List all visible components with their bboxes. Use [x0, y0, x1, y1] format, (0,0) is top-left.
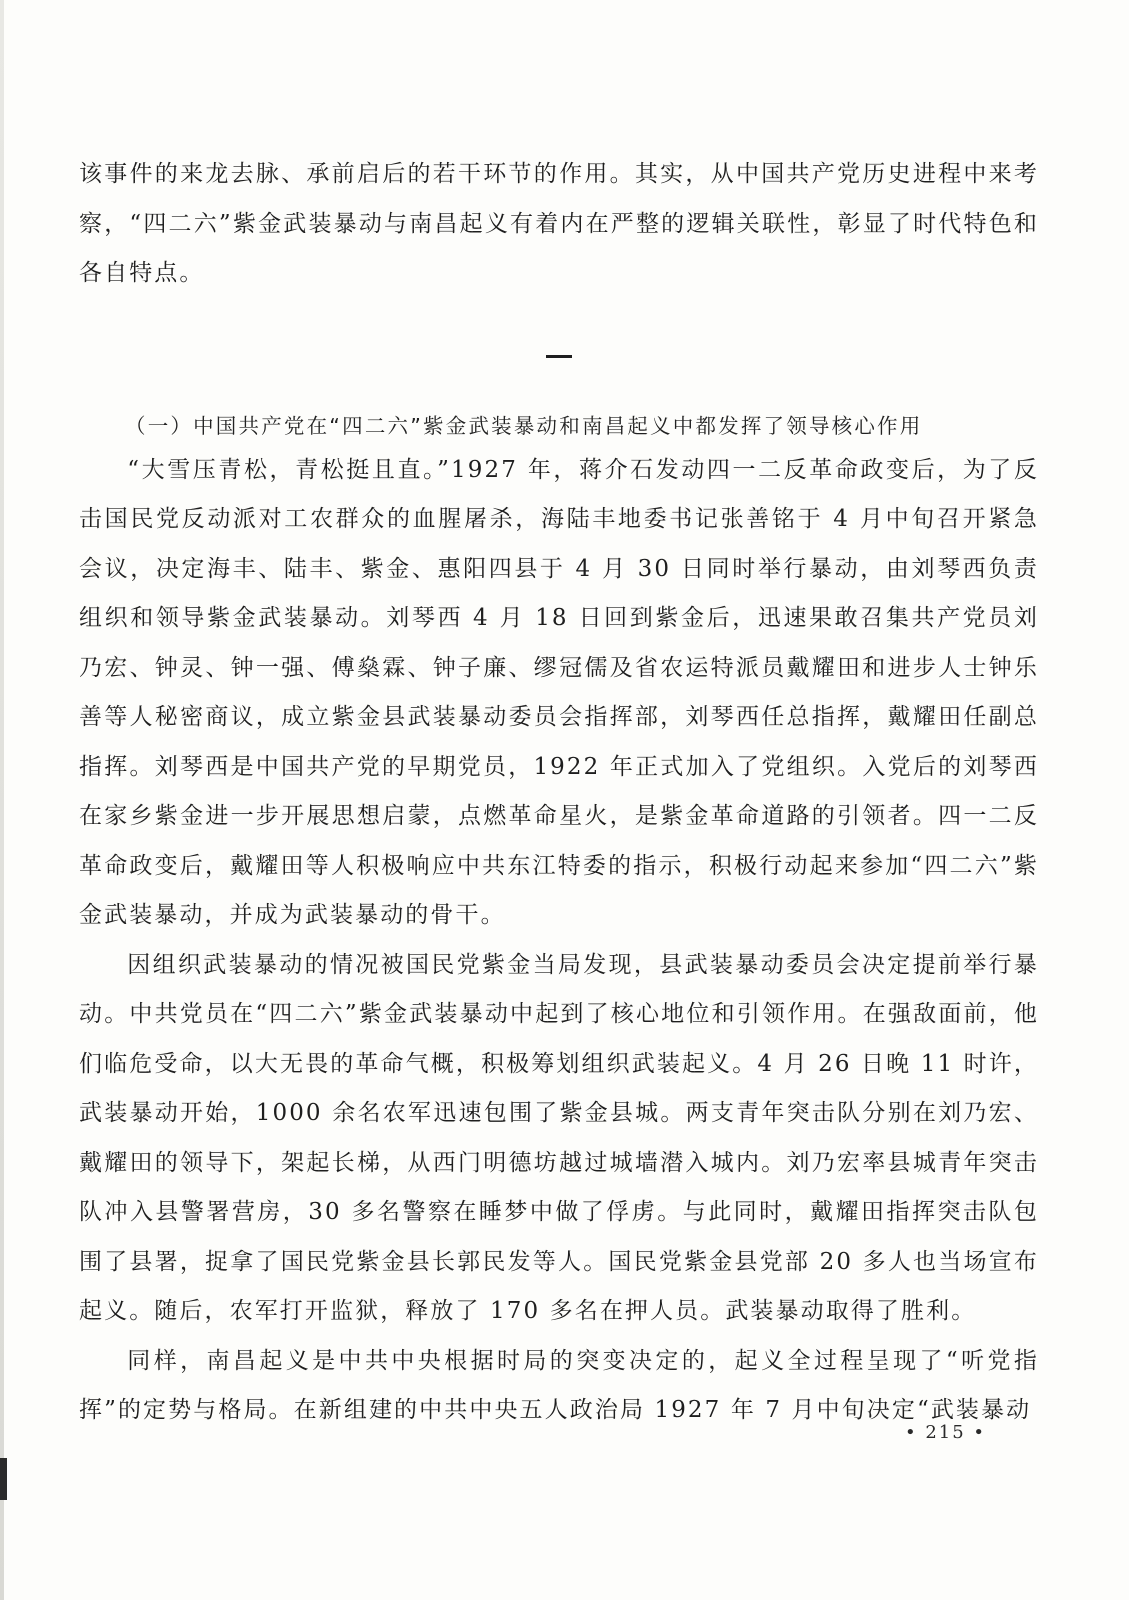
scan-edge: [0, 0, 4, 1600]
page-content: [79, 150, 1039, 1436]
continued-paragraph: 该事件的来龙去脉、承前启后的若干环节的作用。其实，从中国共产党历史进程中来考察，“四二六”紫金武装暴动与南昌起义有着内在严整的逻辑关联性，彰显了时代特色和各自特点。: [79, 161, 1039, 286]
body-paragraph-3: 同样，南昌起义是中共中央根据时局的突变决定的，起义全过程呈现了“听党指挥”的定势与格局。在新组建的中共中央五人政治局 1927 年 7 月中旬决定“武装暴动: [79, 1347, 1039, 1423]
section-number: [79, 346, 1039, 376]
scan-mark: [0, 1458, 7, 1500]
subheading: （一）中国共产党在“四二六”紫金武装暴动和南昌起义中都发挥了领导核心作用: [125, 413, 923, 438]
page-number: • 215 •: [905, 1422, 987, 1443]
section-number-glyph: [546, 355, 572, 358]
body-paragraph-2: 因组织武装暴动的情况被国民党紫金当局发现，县武装暴动委员会决定提前举行暴动。中共党员在“四二六”紫金武装暴动中起到了核心地位和引领作用。在强敌面前，他们临危受命，以大无畏的革命气概，积极筹划组织武装起义。4 月 26 日晚 11 时许，武装暴动开始，1000 余名农军迅速包围了紫金县城。两支青年突击队分别在刘乃宏、戴耀田的领导下，架起长梯，从西门明德坊越过城墙潜入城内。刘乃宏率县城青年突击队冲入县警署营房，30 多名警察在睡梦中做了俘虏。与此同时，戴耀田指挥突击队包围了县署，捉拿了国民党紫金县长郭民发等人。国民党紫金县党部 20 多人也当场宣布起义。随后，农军打开监狱，释放了 170 多名在押人员。武装暴动取得了胜利。: [79, 951, 1039, 1324]
body-paragraph-1: “大雪压青松，青松挺且直。”1927 年，蒋介石发动四一二反革命政变后，为了反击国民党反动派对工农群众的血腥屠杀，海陆丰地委书记张善铭于 4 月中旬召开紧急会议，决定海丰、陆丰、紫金、惠阳四县于 4 月 30 日同时举行暴动，由刘琴西负责组织和领导紫金武装暴动。刘琴西 4 月 18 日回到紫金后，迅速果敢召集共产党员刘乃宏、钟灵、钟一强、傅燊霖、钟子廉、缪冠儒及省农运特派员戴耀田和进步人士钟乐善等人秘密商议，成立紫金县武装暴动委员会指挥部，刘琴西任总指挥，戴耀田任副总指挥。刘琴西是中国共产党的早期党员，1922 年正式加入了党组织。入党后的刘琴西在家乡紫金进一步开展思想启蒙，点燃革命星火，是紫金革命道路的引领者。四一二反革命政变后，戴耀田等人积极响应中共东江特委的指示，积极行动起来参加“四二六”紫金武装暴动，并成为武装暴动的骨干。: [79, 456, 1039, 928]
